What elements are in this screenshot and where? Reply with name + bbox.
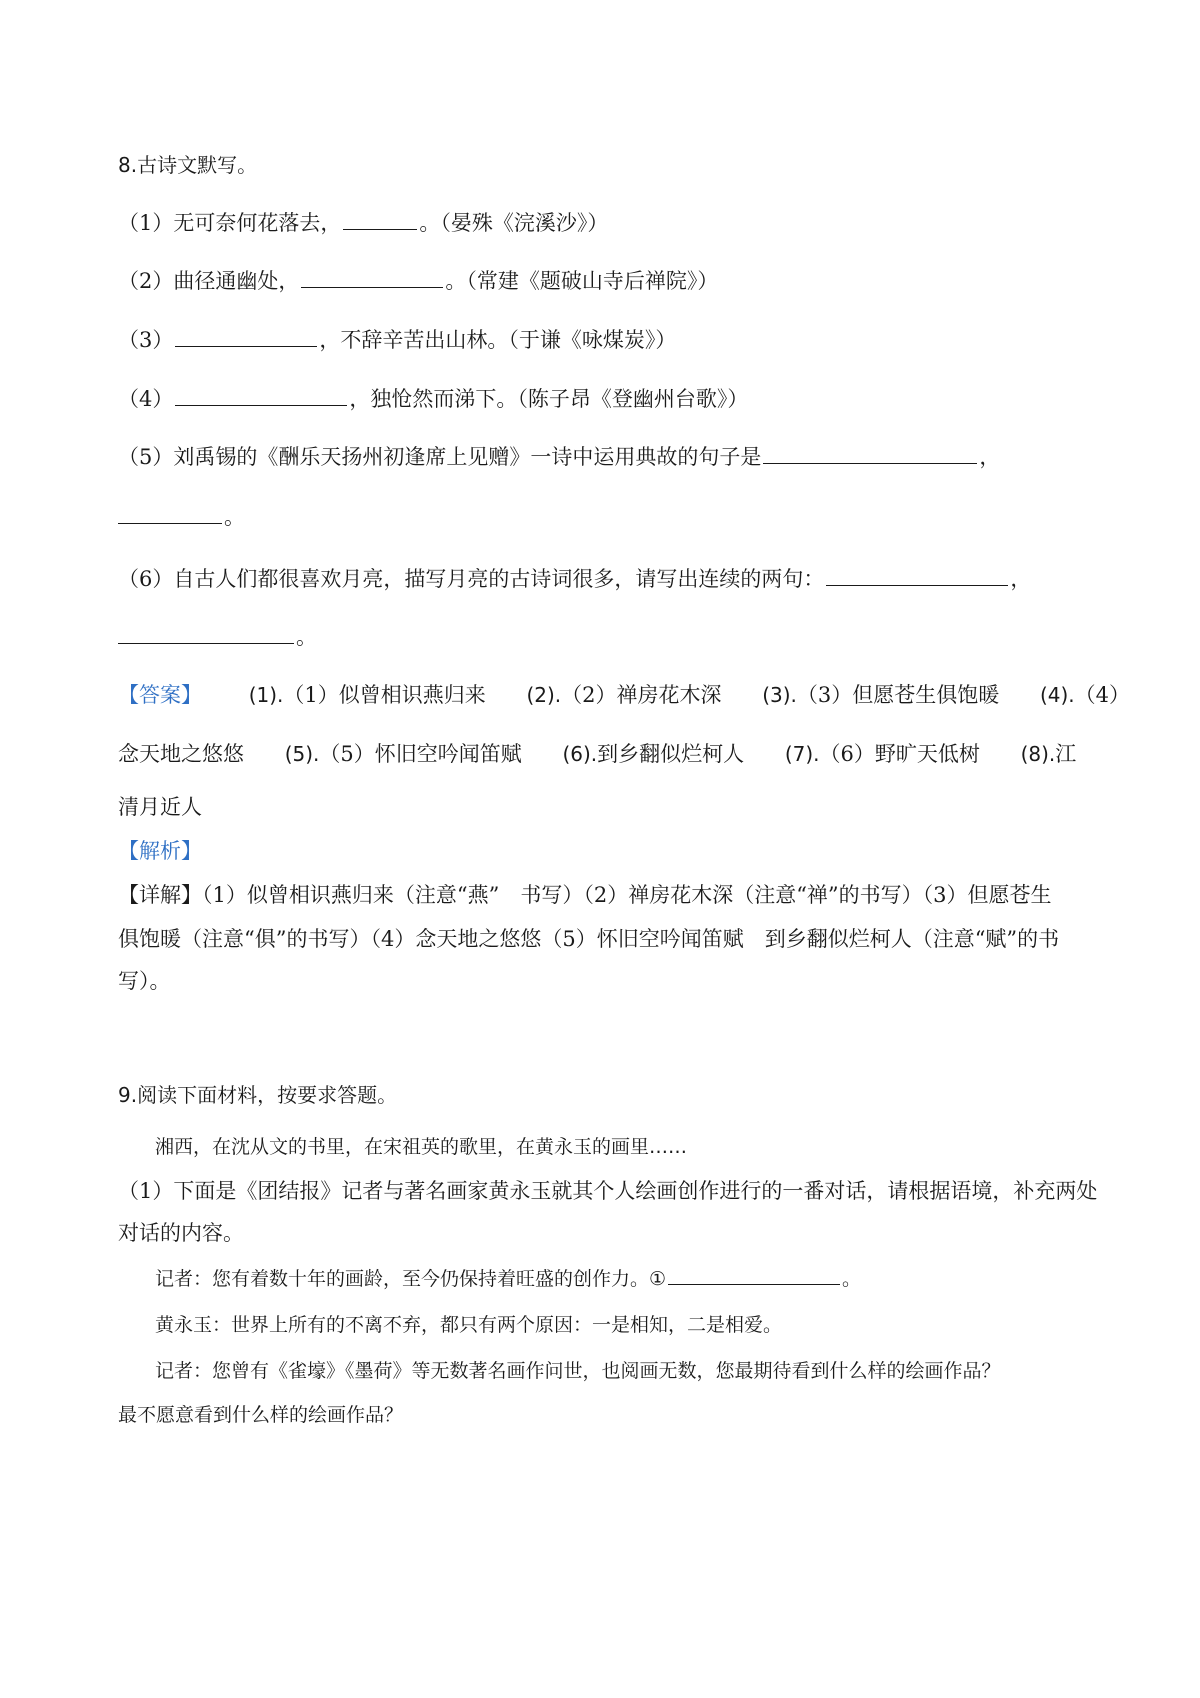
dialog-end-mark: 。: [842, 1268, 862, 1290]
answer-text: （6）野旷天低树: [819, 742, 980, 766]
q8-item-6-end-mark: 。: [296, 625, 317, 649]
answer-3: [762, 682, 999, 708]
answer-number: (7).: [784, 742, 820, 766]
answer-7: [785, 741, 980, 767]
detail-line-1: 【详解】（1）似曾相识燕归来（注意“燕” 书写）（2）禅房花木深（注意“禅”的书写）（3）但愿苍生: [118, 883, 1052, 907]
q8-item-4: [118, 386, 748, 412]
answer-number: (6).: [562, 742, 598, 766]
answer-text: （3）但愿苍生俱饱暖: [796, 683, 1000, 707]
q9-sub1-line1: （1）下面是《团结报》记者与著名画家黄永玉就其个人绘画创作进行的一番对话，请根据语境，补充两处: [118, 1179, 1098, 1203]
q8-item-1-source: 。（晏殊《浣溪沙》）: [419, 211, 609, 235]
answer-number: (8).: [1020, 742, 1056, 766]
analysis-tag: 【解析】: [118, 839, 202, 863]
q9-dialog-3-line2: 最不愿意看到什么样的绘画作品？: [118, 1404, 404, 1426]
q8-item-6-text: （6）自古人们都很喜欢月亮，描写月亮的古诗词很多，请写出连续的两句：: [118, 567, 825, 591]
answer-number: (2).: [526, 683, 562, 707]
q8-item-5-cont: [118, 504, 245, 530]
answer-number: (1).: [248, 683, 284, 707]
q9-dialog-2: 黄永玉：世界上所有的不离不弃，都只有两个原因：一是相知，二是相爱。: [155, 1314, 783, 1336]
answer-number: (4).: [1039, 683, 1075, 707]
answer-5: [285, 741, 522, 767]
q8-item-5-text: （5）刘禹锡的《酬乐天扬州初逢席上见赠》一诗中运用典故的句子是: [118, 445, 762, 469]
answer-8: [1021, 741, 1077, 767]
question-9-title: 9.阅读下面材料，按要求答题。: [118, 1083, 398, 1107]
answer-blank[interactable]: [763, 445, 977, 464]
answer-blank[interactable]: [118, 625, 294, 644]
q8-item-3-source: ，不辞辛苦出山林。（于谦《咏煤炭》）: [319, 328, 677, 352]
q8-item-2: [118, 268, 718, 294]
detail-line-2: 俱饱暖（注意“俱”的书写）（4）念天地之悠悠（5）怀旧空吟闻笛赋 到乡翻似烂柯人（注意“赋”的书: [118, 927, 1060, 951]
answer-text: （1）似曾相识燕归来: [283, 683, 486, 707]
q8-item-6: [118, 566, 1031, 592]
answer-blank[interactable]: [175, 387, 347, 406]
q8-item-6-punct: ，: [1010, 567, 1032, 591]
q8-item-4-source: ，独怆然而涕下。（陈子昂《登幽州台歌》）: [349, 387, 749, 411]
answer-text: （5）怀旧空吟闻笛赋: [319, 742, 522, 766]
q8-item-4-text: （4）: [118, 387, 174, 411]
q9-intro: 湘西，在沈从文的书里，在宋祖英的歌里，在黄永玉的画里……: [155, 1136, 688, 1158]
answer-text: 念天地之悠悠: [118, 742, 244, 766]
detail-line-3: 写）。: [118, 969, 171, 993]
q8-item-3: [118, 327, 676, 353]
answer-blank[interactable]: [343, 211, 417, 230]
q8-item-1-text: （1）无可奈何花落去，: [118, 211, 342, 235]
q8-item-5: [118, 444, 1000, 470]
q8-item-3-text: （3）: [118, 328, 174, 352]
answer-6: [562, 741, 744, 767]
q8-item-1: [118, 210, 608, 236]
answer-blank[interactable]: [118, 505, 222, 524]
answer-tag: 【答案】: [118, 683, 202, 707]
q8-item-2-text: （2）曲径通幽处，: [118, 269, 300, 293]
answer-4-cont: [118, 741, 244, 767]
answer-line-1: [118, 682, 1130, 708]
answer-2: [526, 682, 721, 708]
answer-text: （2）禅房花木深: [561, 683, 722, 707]
question-8-title: 8.古诗文默写。: [118, 153, 258, 177]
answer-blank[interactable]: [826, 567, 1008, 586]
q9-dialog-3-line1: 记者：您曾有《雀壕》《墨荷》等无数著名画作问世，也阅画无数，您最期待看到什么样的绘画作品？: [155, 1360, 1001, 1382]
answer-4: [1040, 682, 1130, 708]
q8-item-5-punct: ，: [979, 445, 1001, 469]
q8-item-5-end: 。: [224, 505, 245, 529]
q9-sub1-line2: 对话的内容。: [118, 1221, 244, 1245]
answer-text: （4）: [1074, 683, 1130, 707]
answer-blank[interactable]: [668, 1266, 840, 1285]
q9-dialog-1: [155, 1266, 861, 1292]
answer-1: [249, 682, 486, 708]
answer-number: (5).: [284, 742, 320, 766]
q8-item-6-cont: [118, 624, 317, 650]
answer-line-3: 清月近人: [118, 795, 202, 819]
answer-text: 到乡翻似烂柯人: [597, 742, 745, 766]
q8-item-2-source: 。（常建《题破山寺后禅院》）: [445, 269, 719, 293]
answer-blank[interactable]: [301, 269, 443, 288]
answer-line-2: [118, 741, 1076, 767]
answer-blank[interactable]: [175, 328, 317, 347]
answer-number: (3).: [762, 683, 797, 707]
answer-text: 江: [1055, 742, 1077, 766]
dialog-reporter-text: 记者：您有着数十年的画龄，至今仍保持着旺盛的创作力。①: [155, 1268, 667, 1290]
